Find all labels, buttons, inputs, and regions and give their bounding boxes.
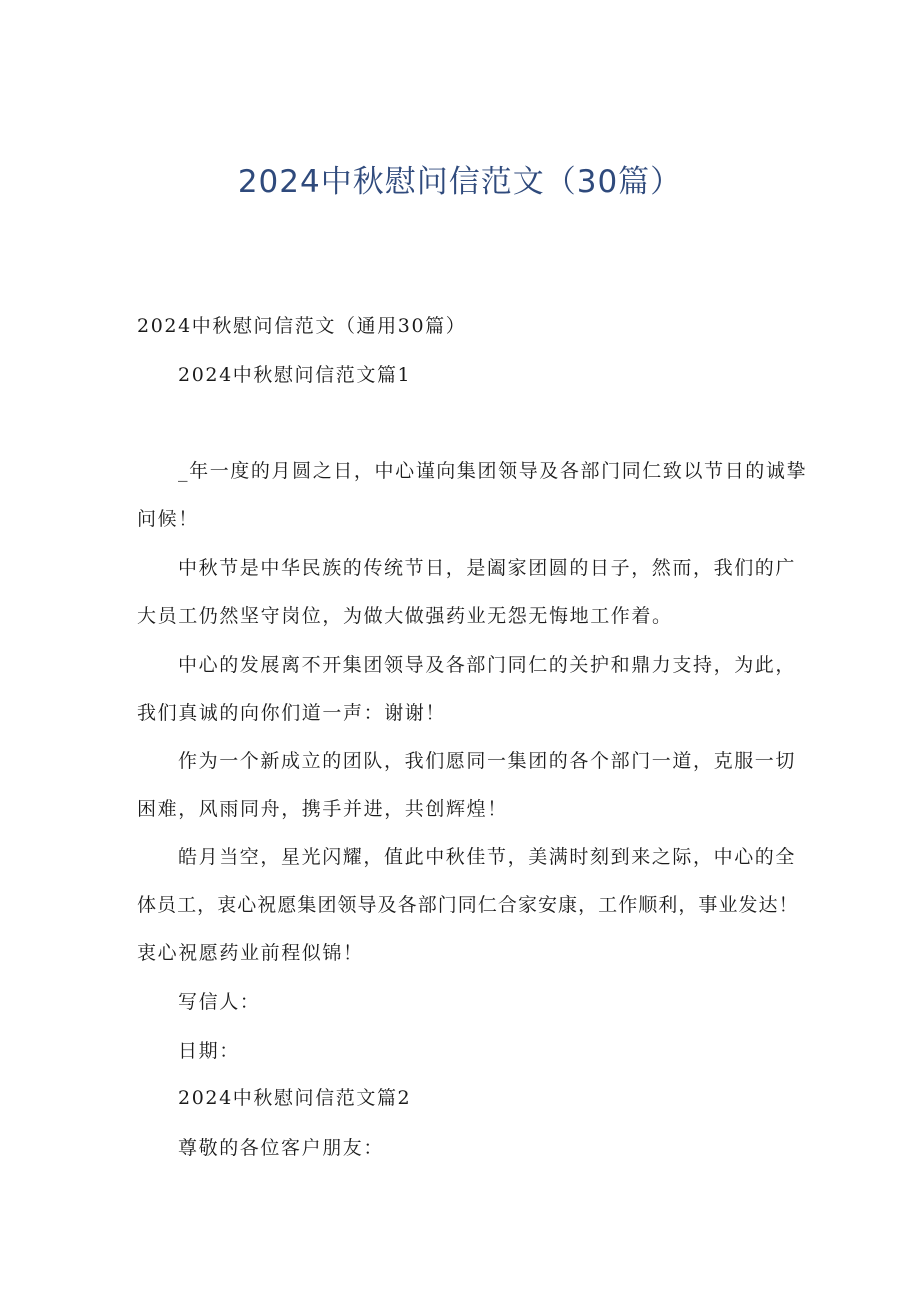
paragraph-3-line-2: 我们真诚的向你们道一声：谢谢！ xyxy=(137,702,447,724)
greeting-line: 尊敬的各位客户朋友： xyxy=(178,1137,385,1159)
paragraph-2-line-1: 中秋节是中华民族的传统节日，是阖家团圆的日子，然而，我们的广 xyxy=(178,557,797,579)
section-2-heading: 2024中秋慰问信范文篇2 xyxy=(178,1087,412,1109)
paragraph-5-line-3: 衷心祝愿药业前程似锦！ xyxy=(137,942,364,964)
document-subtitle: 2024中秋慰问信范文（通用30篇） xyxy=(137,315,467,337)
writer-label: 写信人： xyxy=(178,991,261,1013)
paragraph-2-line-2: 大员工仍然坚守岗位，为做大做强药业无怨无悔地工作着。 xyxy=(137,605,673,627)
paragraph-1-line-1: _年一度的月圆之日，中心谨向集团领导及各部门同仁致以节日的诚挚 xyxy=(178,460,808,482)
paragraph-3-line-1: 中心的发展离不开集团领导及各部门同仁的关护和鼎力支持，为此， xyxy=(178,654,797,676)
section-1-heading: 2024中秋慰问信范文篇1 xyxy=(178,364,412,386)
date-label: 日期： xyxy=(178,1040,240,1062)
paragraph-1-line-2: 问候！ xyxy=(137,508,199,530)
paragraph-4-line-1: 作为一个新成立的团队，我们愿同一集团的各个部门一道，克服一切 xyxy=(178,750,797,772)
paragraph-5-line-2: 体员工，衷心祝愿集团领导及各部门同仁合家安康，工作顺利，事业发达！ xyxy=(137,894,799,916)
paragraph-4-line-2: 困难，风雨同舟，携手并进，共创辉煌！ xyxy=(137,798,508,820)
paragraph-5-line-1: 皓月当空，星光闪耀，值此中秋佳节，美满时刻到来之际，中心的全 xyxy=(178,846,797,868)
document-title: 2024中秋慰问信范文（30篇） xyxy=(237,164,683,200)
